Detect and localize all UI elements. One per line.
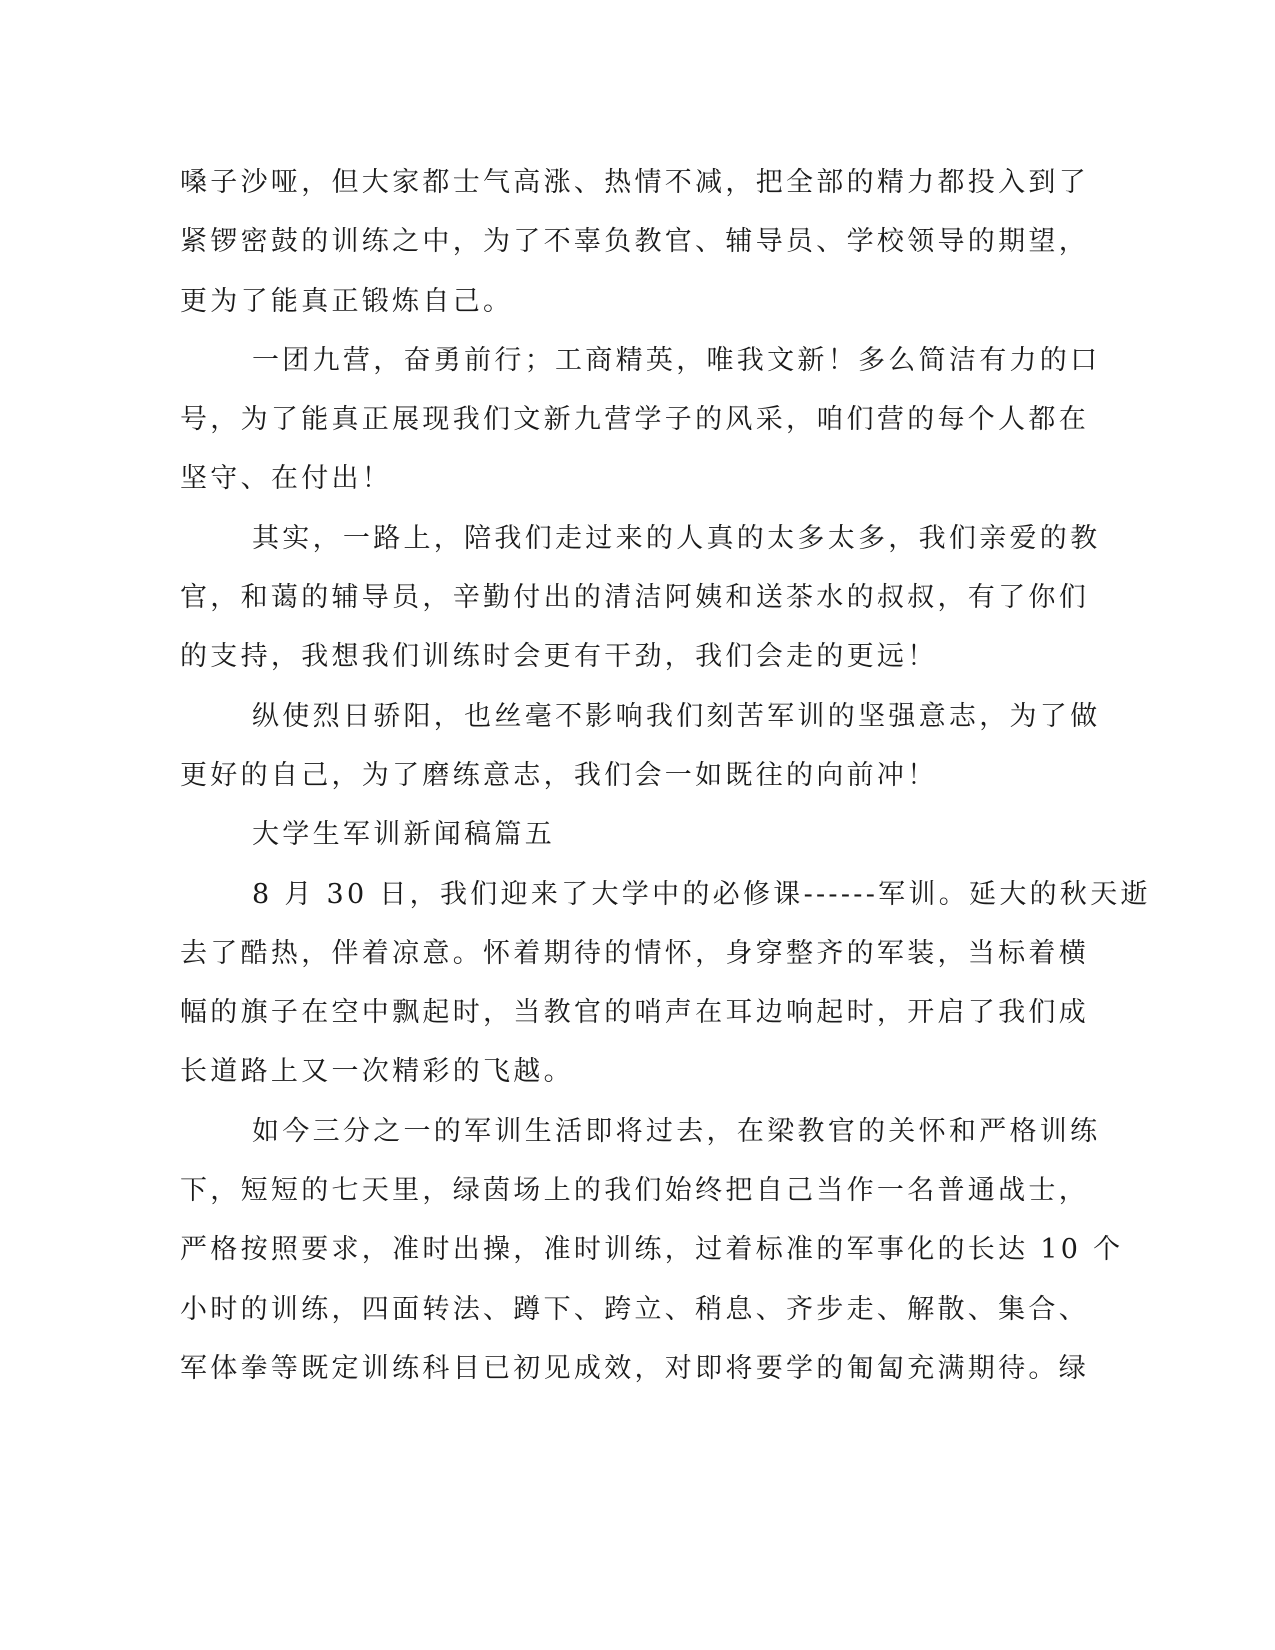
section-heading: 大学生军训新闻稿篇五 [252,819,555,851]
text-line: 下，短短的七天里，绿茵场上的我们始终把自己当作一名普通战士， [180,1175,1089,1207]
text-line: 幅的旗子在空中飘起时，当教官的哨声在耳边响起时，开启了我们成 [180,997,1089,1029]
text-line: 坚守、在付出！ [180,463,393,495]
text-line: 紧锣密鼓的训练之中，为了不辜负教官、辅导员、学校领导的期望， [180,226,1089,258]
text-line: 更为了能真正锻炼自己。 [180,285,514,317]
text-line: 号，为了能真正展现我们文新九营学子的风采，咱们营的每个人都在 [180,404,1089,436]
paragraph-first-line: 一团九营，奋勇前行；工商精英，唯我文新！多么简洁有力的口 [252,344,1101,376]
text-line: 长道路上又一次精彩的飞越。 [180,1056,574,1088]
text-line: 更好的自己，为了磨练意志，我们会一如既往的向前冲！ [180,759,938,791]
text-line: 官，和蔼的辅导员，辛勤付出的清洁阿姨和送茶水的叔叔，有了你们 [180,582,1089,614]
text-line: 嗓子沙哑，但大家都士气高涨、热情不减，把全部的精力都投入到了 [180,167,1089,198]
text-line: 去了酷热，伴着凉意。怀着期待的情怀，身穿整齐的军装，当标着横 [180,937,1089,969]
text-line: 军体拳等既定训练科目已初见成效，对即将要学的匍匐充满期待。绿 [180,1352,1089,1384]
paragraph-first-line: 8 月 30 日，我们迎来了大学中的必修课------军训。延大的秋天逝 [252,878,1151,910]
paragraph-first-line: 其实，一路上，陪我们走过来的人真的太多太多，我们亲爱的教 [252,522,1101,554]
paragraph-first-line: 纵使烈日骄阳，也丝毫不影响我们刻苦军训的坚强意志，为了做 [252,700,1101,732]
text-line: 的支持，我想我们训练时会更有干劲，我们会走的更远！ [180,641,938,673]
text-line: 小时的训练，四面转法、蹲下、跨立、稍息、齐步走、解散、集合、 [180,1293,1089,1325]
article-body [180,153,1151,1398]
text-line: 严格按照要求，准时出操，准时训练，过着标准的军事化的长达 10 个 [180,1234,1124,1266]
paragraph-first-line: 如今三分之一的军训生活即将过去，在梁教官的关怀和严格训练 [252,1115,1101,1147]
